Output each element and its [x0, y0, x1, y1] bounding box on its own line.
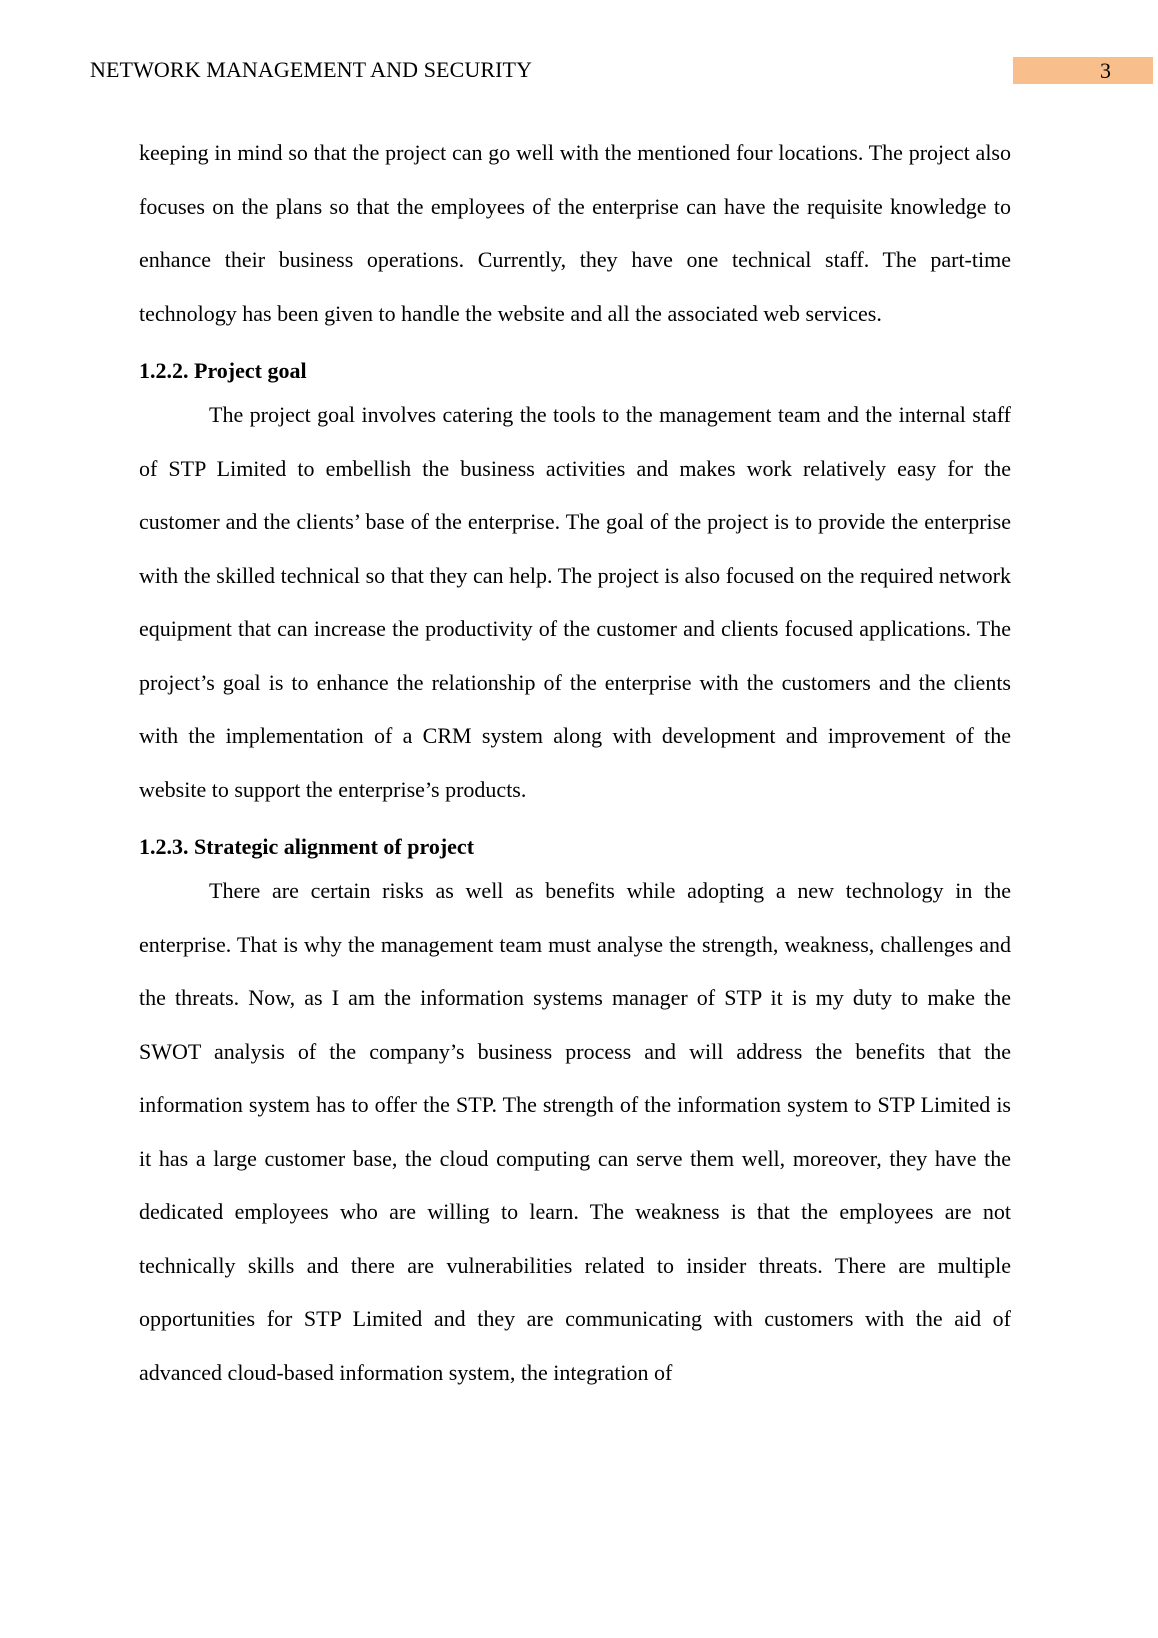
strategic-alignment-paragraph: There are certain risks as well as benefits while adopting a new technology in the enterprise. That is why the management team must analyse the strength, weakness, challenges and the threats. Now, as I am the information systems manager of STP it is my duty to make the SWOT analysis of the company’s business process and will address the benefits that the information system has to offer the STP. The strength of the information system to STP Limited is it has a large customer base, the cloud computing can serve them well, moreover, they have the dedicated employees who are willing to learn. The weakness is that the employees are not technically skills and there are vulnerabilities related to insider threats. There are multiple opportunities for STP Limited and they are communicating with customers with the aid of advanced cloud-based information system, the integration of [139, 878, 1011, 1385]
document-body [139, 126, 1011, 1399]
intro-paragraph: keeping in mind so that the project can go well with the mentioned four locations. The project also focuses on the plans so that the employees of the enterprise can have the requisite knowledge to enhance their business operations. Currently, they have one technical staff. The part-time technology has been given to handle the website and all the associated web services. [139, 140, 1011, 326]
section-heading-strategic-alignment: 1.2.3. Strategic alignment of project [139, 834, 475, 859]
section-heading-project-goal: 1.2.2. Project goal [139, 358, 307, 383]
project-goal-paragraph: The project goal involves catering the tools to the management team and the internal staff of STP Limited to embellish the business activities and makes work relatively easy for the customer and the clients’ base of the enterprise. The goal of the project is to provide the enterprise with the skilled technical so that they can help. The project is also focused on the required network equipment that can increase the productivity of the customer and clients focused applications. The project’s goal is to enhance the relationship of the enterprise with the customers and the clients with the implementation of a CRM system along with development and improvement of the website to support the enterprise’s products. [139, 402, 1011, 802]
page-number: 3 [1013, 57, 1153, 84]
running-head: NETWORK MANAGEMENT AND SECURITY [90, 57, 533, 82]
